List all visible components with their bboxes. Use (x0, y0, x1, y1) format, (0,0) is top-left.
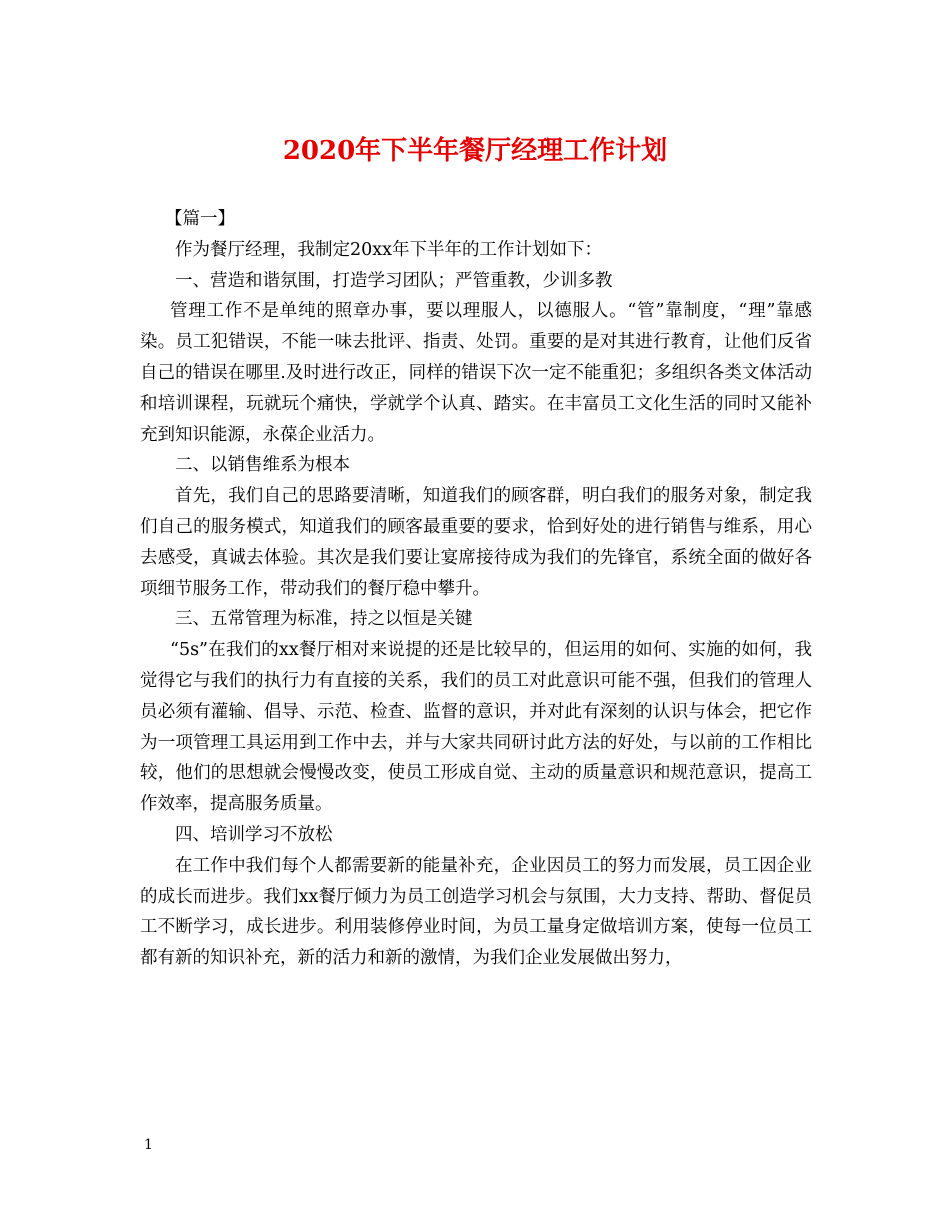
section-heading-2: 二、以销售维系为根本 (175, 455, 350, 476)
document-title: 2020年下半年餐厅经理工作计划 (282, 136, 668, 166)
paragraph-3: “5s”在我们的xx餐厅相对来说提的还是比较早的，但运用的如何、实施的如何，我觉得它与我们的执行力有直接的关系，我们的员工对此意识可能不强，但我们的管理人员必须有灌输、倡导、示范、检查、监督的意识，并对此有深刻的认识与体会，把它作为一项管理工具运用到工作中去，并与大家共同研讨此方法的好处，与以前的工作相比较，他们的思想就会慢慢改变，使员工形成自觉、主动的质量意识和规范意识，提高工作效率，提高服务质量。 (140, 640, 812, 815)
section-heading-4: 四、培训学习不放松 (175, 824, 333, 845)
section-heading-1: 一、营造和谐氛围，打造学习团队；严管重教，少训多教 (175, 270, 613, 291)
paragraph-1: 管理工作不是单纯的照章办事，要以理服人，以德服人。“管”靠制度，“理”靠感染。员工犯错误，不能一味去批评、指责、处罚。重要的是对其进行教育，让他们反省自己的错误在哪里.及时进行改正，同样的错误下次一定不能重犯；多组织各类文体活动和培训课程，玩就玩个痛快，学就学个认真、踏实。在丰富员工文化生活的同时又能补充到知识能源，永葆企业活力。 (140, 301, 812, 445)
intro-paragraph: 作为餐厅经理，我制定20xx年下半年的工作计划如下： (175, 239, 603, 260)
section-heading-3: 三、五常管理为标准，持之以恒是关键 (175, 609, 473, 630)
section-tag: 【篇一】 (165, 209, 235, 229)
paragraph-2: 首先，我们自己的思路要清晰，知道我们的顾客群，明白我们的服务对象，制定我们自己的服务模式，知道我们的顾客最重要的要求，恰到好处的进行销售与维系，用心去感受，真诚去体验。其次是我们要让宴席接待成为我们的先锋官，系统全面的做好各项细节服务工作，带动我们的餐厅稳中攀升。 (140, 486, 812, 599)
paragraph-4: 在工作中我们每个人都需要新的能量补充，企业因员工的努力而发展，员工因企业的成长而进步。我们xx餐厅倾力为员工创造学习机会与氛围，大力支持、帮助、督促员工不断学习，成长进步。利用装修停业时间，为员工量身定做培训方案，使每一位员工都有新的知识补充，新的活力和新的激情，为我们企业发展做出努力， (140, 855, 812, 969)
document-body (140, 204, 812, 974)
page-number: 1 (144, 1137, 153, 1153)
